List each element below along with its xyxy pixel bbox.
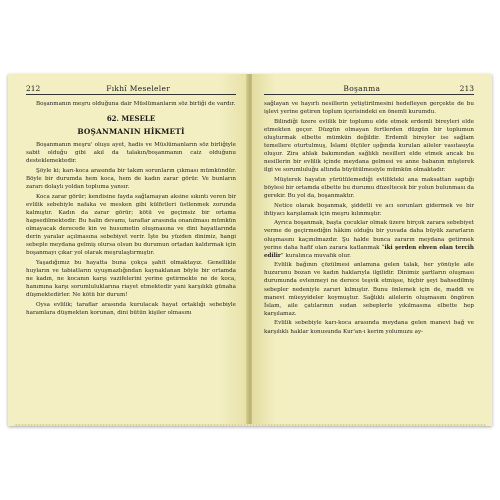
right-paragraph-with-quote [264,219,474,259]
left-paragraph: Yaşadığımız bu hayatta buna çokça şahit olmaktayız. Genellikle huyların ve tabiatların uyuşmazlığından kaynaklanan böyle bir ortamda ne kadın, ne kocanın karşı vazifelerini yerine getirmekte ne de koca, hanımına karşı sorumluluklarına riayet etmektedir yani karşılıklı günaha düşmektedirler. Ne kötü bir durum! [26,259,236,299]
right-paragraph: Netice olarak boşanmak, şiddetli ve acı sorunları gidermek ve bir ihtiyacı karşılamak için meşru kılınmıştır. [264,202,474,217]
left-paragraph: Şöyle ki; karı-koca arasında bir takım sorunların çıkması mümkündür. Böyle bir durumda hem koca, hem de kadın zarar görür. Ve bunların zararı dolaylı yoldan topluma yansır. [26,167,236,191]
right-page [252,74,492,426]
right-paragraph: sağlayan ve hayırlı nesillerin yetiştirilmesini hedefleyen gerçekte de bu işlevi yerine getiren toplum içerisindeki en önemli kurumdu. [264,101,474,116]
quote-trailing-text: kuralınca muvafık olur. [285,252,351,259]
right-running-title: Boşanma [343,84,381,93]
left-page [8,74,248,426]
left-running-title: Fıkhî Meseleler [106,84,171,93]
right-paragraph: Bilindiği üzere evlilik bir toplumu elde etmek erdemli bireyleri elde etmekten geçer. Düzgün olmayan fertlerden düzgün bir toplumun oluşturmak elbette mümkün değildir. Erdemli bireyler ise sağlam temellere oturtulmuş, İslami ölçüler ışığında kurulan aileler vasıtasıyla oluşur. Zira ahlak bakımından sağlıklı nesilleri elde etmek ancak bu nesillerin bir evlilik içinde meydana gelmesi ve anne babanın müşterek ilgi ve sorumluluğu altında büyütülmesiyle mümkün olmaktadır. [264,118,474,174]
left-paragraph: Koca zarar görür; kendisine fayda sağlamayan aksine sıkıntı veren bir evlilik sebebiyle nafaka ve mesken gibi külfetleri üstlenmek zorunda kalmıştır. Kadın da zarar görür; kötü ve geçimsiz bir ortama hapsedilmektedir. Bu halin devamı, taraflar arasında onanılması mümkün olmayacak derecede kin ve husumetin oluşmasına ve dini hayatlarında derin yaralar açılmasına sebebiyet verir. İşte bu yüzden dinimiz, hangi sebeple meydana gelmiş olursa olsun bu durumun ortadan kaldırmak için boşanmayı çıkar yol olarak meşrulaştırmıştır. [26,193,236,257]
left-intro-paragraph: Boşanmanın meşru olduğuna dair Müslümanların söz birliği de vardır. [36,101,236,107]
open-book [8,74,492,426]
left-body-text [26,100,236,317]
page-edges [14,424,486,426]
left-page-number: 212 [26,84,41,93]
quote-mark-open: “ [381,244,385,251]
right-page-number: 213 [459,84,474,93]
right-body-text [264,100,474,336]
quoted-rule: iki şerden ehven olan tercih edilir [264,244,474,259]
right-paragraph: Evlilik bağının çözülmesi anlamına gelen talak, her yönüyle aile huzurunu bozan ve kadın haklarıyla ilgilidir. Dinimiz şartların oluşması durumunda evlenmeyi ne derece teşvik etmişse, hiçbir şeyi bahsedilmiş sebepler nedeniyle zaruri kılmıştır. Bunu önlemek için de, maddi ve manevi müeyyideler koymuştur. Sağlıklı ailelerin oluşmasını öngören İslam, aile çatılarının sudan sebeplerle yıkılmasına elbette hep karşılamaz. [264,262,474,317]
section-subheading: BOŞANMANIN HİKMETİ [77,127,185,137]
right-paragraph-text: Ayrıca boşanmak, başta çocuklar olmak üzere birçok zarara sebebiyet verme de geçirmediğin hâkim olduğu bir yuvada daha büyük zararların oluşmasını kaçınılmazdır. Şu halde bunca zararın meydana getirmek yerine daha hafif olan zarara katlanmak [264,220,474,251]
section-heading: 62. MESELE [106,114,156,124]
right-paragraph: Evlilik sebebiyle karı-koca arasında meydana gelen manevi bağ ve karşılıklı haklar konusunda Kur'an-ı kerim yolumuzu ay- [264,320,474,335]
quote-mark-close: ” [280,252,284,259]
left-paragraph: Oysa evlilik; taraflar arasında kurulacak hayat ortaklığı sebebiyle haramlara düşmekten korunan, dini bütün kişiler olmasını [26,301,236,316]
left-paragraph: Boşanmanın meşru' oluşu ayet, hadis ve Müslümanların söz birliğiyle sabit olduğu gibi akıl da talakın/boşanmanın caiz olduğunu desteklemektedir. [26,142,236,165]
right-running-header [264,84,474,95]
right-paragraph: Müşterek hayatın yürütülemediği evlilikteki ana maksattan saptığı böylesi bir ortamda elbette bu durumu düzeltecek bir yolun bulunması da gerekir. Bu yol da, boşanmaktır. [264,176,474,200]
left-running-header [26,84,236,95]
